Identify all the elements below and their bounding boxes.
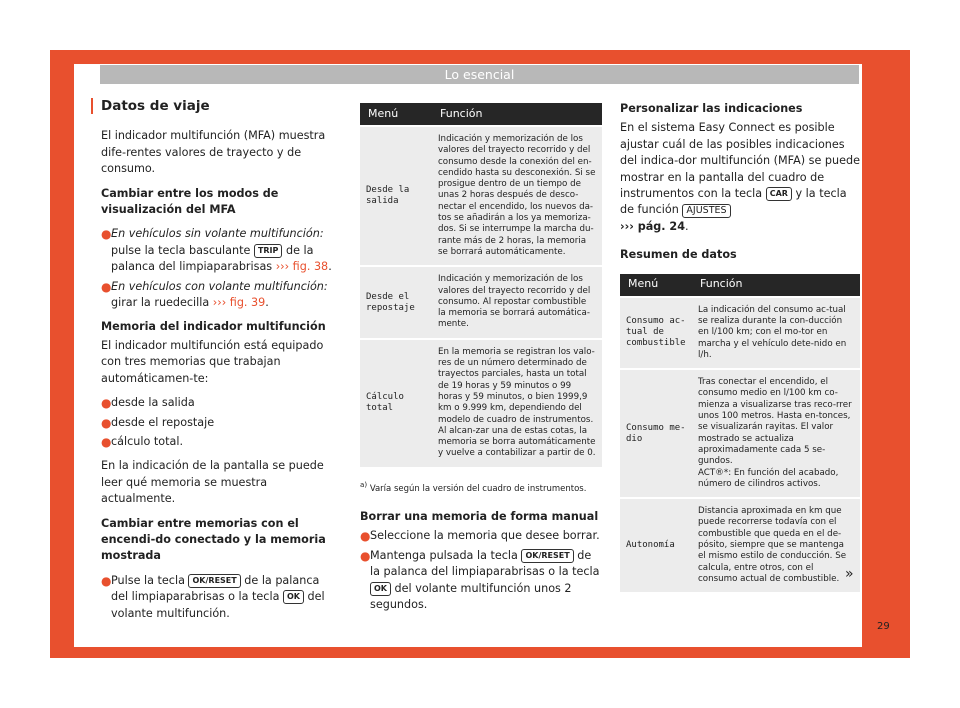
memory-text: El indicador multifunción está equipado con tres memorias que trabajan automáticamen-te: xyxy=(101,338,324,385)
continue-marker: » xyxy=(845,566,854,582)
list-item: ● desde la salida xyxy=(101,396,195,411)
bullet-icon: ● xyxy=(101,279,112,294)
table-row: Consumo me-dio Tras conectar el encendido, el consumo medio en l/100 km co-mienza a visualizarse tras reco-rrer unos 100 metros. Hasta en-tonces, se visualizarán rayitas. El valor mostrado se actualiza aproximadamente cada 5 se-gundos. ACT®*: En función del acabado, número de cilindros activos. xyxy=(620,370,860,497)
ok-reset-key-icon: OK/RESET xyxy=(188,574,240,588)
table-row: Desde la salida Indicación y memorización de los valores del trayecto recorrido y del consumo desde la conexión del en-cendido hasta su desconexión. Si se prosigue dentro de un tiempo de unas 2 horas después de desco-nectar el encendido, los nuevos da-tos se añadirán a los ya memoriza-dos. Si se interrumpe la marcha du-rante más de 2 horas, la memoria se borrará automáticamente. xyxy=(360,127,602,265)
list-item: ● cálculo total. xyxy=(101,434,184,449)
list-item: ● Pulse la tecla OK/RESET de la palanca del limpiaparabrisas o la tecla OK del volante multifunción. xyxy=(101,573,339,622)
ajustes-key-icon: AJUSTES xyxy=(682,204,730,218)
memory-note: En la indicación de la pantalla se puede leer qué memoria se muestra actualmente. xyxy=(101,459,324,506)
bullet-icon: ● xyxy=(101,573,112,588)
ok-key-icon: OK xyxy=(283,590,304,604)
ok-key-icon: OK xyxy=(370,582,391,596)
table-row: Cálculo total En la memoria se registran los valo-res de un número determinado de trayectos parciales, hasta un total de 19 horas y 59 minutos o 99 horas y 59 minutos, o bien 1999,9 km o 9.999 km, dependiendo del modelo de cuadro de instrumentos. Al alcan-zar una de estas cotas, la memoria se borra automáticamente y vuelve a contabilizar a partir de 0. xyxy=(360,340,602,467)
heading-switch-memory: Cambiar entre memorias con el encendi-do conectado y la memoria mostrada xyxy=(101,516,326,563)
heading-data-summary: Resumen de datos xyxy=(620,248,737,262)
bullet-icon: ● xyxy=(101,396,112,411)
list-item: ● Mantenga pulsada la tecla OK/RESET de la palanca del limpiaparabrisas o la tecla OK del volante multifunción unos 2 segundos. xyxy=(360,548,602,614)
bullet-icon: ● xyxy=(360,529,371,544)
trip-key-icon: TRIP xyxy=(254,244,282,258)
heading-mfa-modes: Cambiar entre los modos de visualización del MFA xyxy=(101,186,279,217)
footnote: $^{a)}$ Varía según la versión del cuadro de instrumentos. xyxy=(360,479,587,494)
list-item: ● Seleccione la memoria que desee borrar. xyxy=(360,529,600,544)
table-header-function: Función xyxy=(692,274,860,296)
table-row: Desde el repostaje Indicación y memorización de los valores del trayecto recorrido y del consumo. Al repostar combustible la memoria se borrará automática-mente. xyxy=(360,267,602,337)
list-item: ● En vehículos sin volante multifunción: pulse la tecla basculante TRIP de la palanca del limpiaparabrisas ››› fig. 38. xyxy=(101,226,339,275)
trip-memory-table xyxy=(360,101,602,469)
table-header-menu: Menú xyxy=(360,103,432,125)
heading-personalize: Personalizar las indicaciones xyxy=(620,102,803,115)
heading-clear-memory: Borrar una memoria de forma manual xyxy=(360,509,599,523)
list-item: ● En vehículos con volante multifunción: girar la ruedecilla ››› fig. 39. xyxy=(101,279,339,312)
intro-text: El indicador multifunción (MFA) muestra dife-rentes valores de trayecto y de consumo. xyxy=(101,129,326,176)
bullet-icon: ● xyxy=(101,227,112,242)
bullet-icon: ● xyxy=(101,434,112,449)
page-number: 29 xyxy=(877,621,890,632)
data-summary-table xyxy=(620,272,860,595)
car-key-icon: CAR xyxy=(766,187,792,201)
column-1 xyxy=(101,98,339,625)
fig-link[interactable]: ››› fig. 39 xyxy=(212,296,266,310)
bullet-icon: ● xyxy=(101,415,112,430)
table-row: Consumo ac-tual de combustible La indicación del consumo ac-tual se realiza durante la con-ducción en l/100 km; con el mo-tor en marcha y el vehículo dete-nido en l/h. xyxy=(620,298,860,368)
fig-link[interactable]: ››› fig. 38 xyxy=(275,260,329,274)
column-3 xyxy=(620,101,860,594)
bullet-icon: ● xyxy=(360,548,371,563)
section-title: Datos de viaje xyxy=(91,98,339,114)
heading-memory: Memoria del indicador multifunción xyxy=(101,320,326,334)
table-header-function: Función xyxy=(432,103,602,125)
ok-reset-key-icon: OK/RESET xyxy=(521,549,573,563)
page-link[interactable]: ››› pág. 24 xyxy=(620,219,686,233)
personalize-text: En el sistema Easy Connect es posible ajustar cuál de las posibles indicaciones del indica-dor multifunción (MFA) se puede mostrar en la pantalla del cuadro de instrumentos con la tecla CAR y la tecla de función AJUSTES ››› pág. 24. xyxy=(620,121,860,233)
table-header-menu: Menú xyxy=(620,274,692,296)
list-item: ● desde el repostaje xyxy=(101,415,215,430)
chapter-header: Lo esencial xyxy=(100,65,859,84)
table-row: Autonomía Distancia aproximada en km que puede recorrerse todavía con el combustible que queda en el de-pósito, siempre que se mantenga el mismo estilo de conducción. Se calcula, entre otros, con el consumo actual de combustible. xyxy=(620,499,860,592)
column-2 xyxy=(360,101,602,616)
